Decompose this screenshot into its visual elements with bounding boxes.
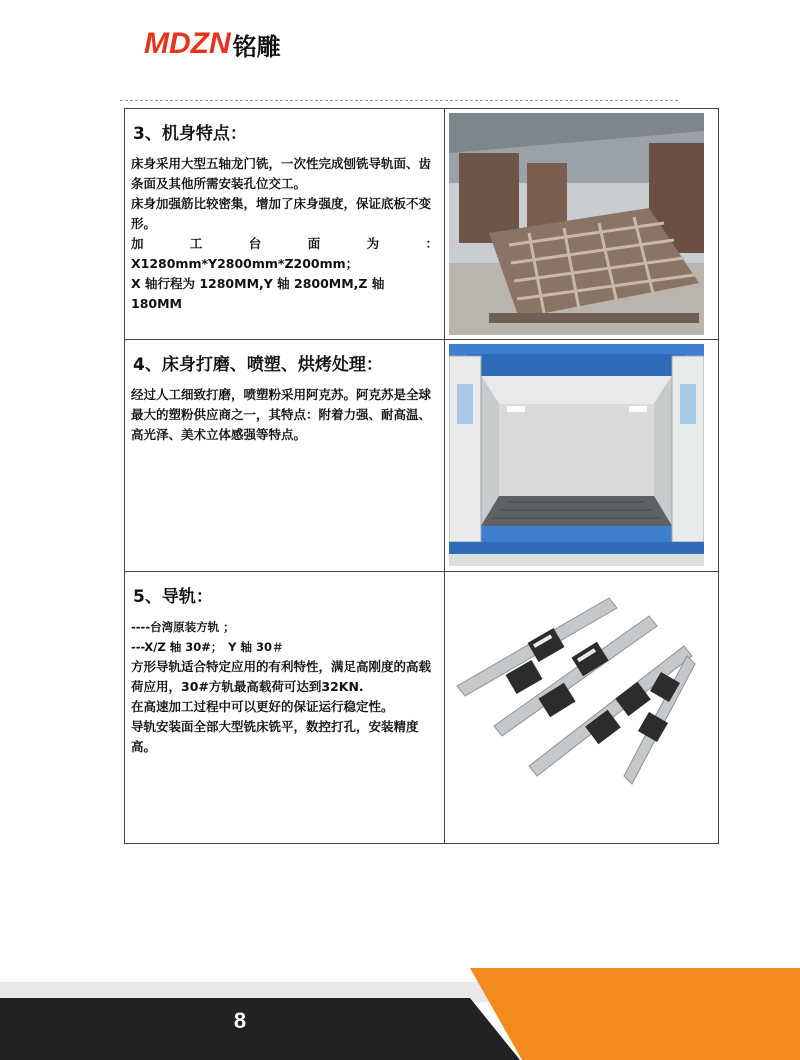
spec-table xyxy=(124,108,719,844)
section-line: 床身加强筋比较密集，增加了床身强度，保证底板不变形。 xyxy=(131,196,432,231)
table-row xyxy=(125,109,719,340)
section-line: X 轴行程为 1280MM,Y 轴 2800MM,Z 轴 180MM xyxy=(131,276,385,311)
machine-bed-frame-photo xyxy=(449,113,704,335)
table-row xyxy=(125,572,719,844)
section-line: 方形导轨适合特定应用的有利特性，满足高刚度的高载荷应用，30#方轨最高载荷可达到32KN. xyxy=(131,659,432,694)
section-line: 经过人工细致打磨，喷塑粉采用阿克苏。阿克苏是全球最大的塑粉供应商之一，其特点：附着力强、耐高温、高光泽、美术立体感强等特点。 xyxy=(131,387,432,442)
header-divider xyxy=(120,100,678,101)
linear-guide-rails-photo xyxy=(449,576,704,798)
brand-latin: MDZN xyxy=(144,27,231,60)
section-title: 3、机身特点： xyxy=(133,124,247,144)
section-line: ----台湾原装方轨 ； xyxy=(131,620,235,634)
section-4-image-cell xyxy=(445,340,719,572)
section-5-image-cell xyxy=(445,572,719,844)
brand-logo xyxy=(144,26,281,62)
section-line: 床身采用大型五轴龙门铣，一次性完成刨铣导轨面、齿条面及其他所需安装孔位交工。 xyxy=(131,156,432,191)
section-title: 5、导轨： xyxy=(133,587,213,607)
section-4-text xyxy=(125,340,445,572)
section-3-image-cell xyxy=(445,109,719,340)
footer-orange-band xyxy=(470,968,800,1060)
section-title: 4、床身打磨、喷塑、烘烤处理： xyxy=(133,355,383,375)
section-5-text xyxy=(125,572,445,844)
brand-cn: 铭雕 xyxy=(232,32,281,61)
spray-booth-photo xyxy=(449,344,704,566)
section-line: ---X/Z 轴 30#； Y 轴 30＃ xyxy=(131,640,284,654)
section-line: 加 工 台 面 为 ： xyxy=(131,236,438,251)
table-row xyxy=(125,340,719,572)
section-line: 在高速加工过程中可以更好的保证运行稳定性。 xyxy=(131,699,394,714)
section-3-text xyxy=(125,109,445,340)
page-number: 8 xyxy=(233,1008,247,1033)
section-line: 导轨安装面全部大型铣床铣平，数控打孔，安装精度高。 xyxy=(131,719,419,754)
section-line: X1280mm*Y2800mm*Z200mm； xyxy=(131,256,359,271)
